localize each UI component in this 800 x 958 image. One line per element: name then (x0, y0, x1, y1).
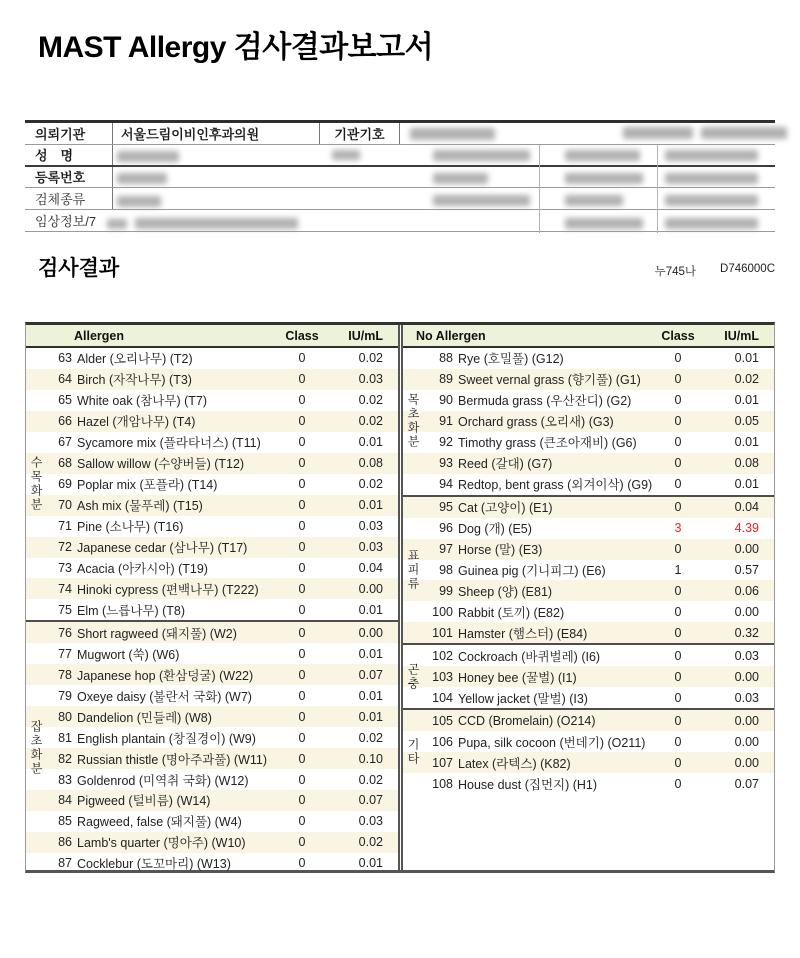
allergen-row (26, 537, 398, 558)
class-value: 0 (298, 751, 306, 766)
iu-value: 0.02 (358, 414, 383, 429)
allergen-row (403, 560, 774, 581)
redacted-text (701, 127, 787, 139)
iu-value: 0.07 (734, 776, 759, 791)
allergen-number: 83 (58, 772, 72, 787)
right-allergen-table (403, 325, 774, 870)
iu-value: 0.01 (734, 351, 759, 366)
class-column-header: Class (285, 328, 319, 343)
iu-column-header: IU/mL (348, 328, 383, 343)
allergen-number: 103 (432, 669, 453, 684)
allergen-row (26, 495, 398, 516)
redacted-text (332, 150, 360, 160)
allergen-row (403, 622, 774, 643)
allergen-name: Timothy grass (큰조아재비) (G6) (458, 436, 637, 451)
allergen-row (26, 474, 398, 495)
allergen-row (403, 411, 774, 432)
allergen-row (26, 578, 398, 599)
allergen-row (403, 390, 774, 411)
group-label: 표피류 (406, 549, 420, 591)
allergen-row (26, 643, 398, 664)
iu-value: 0.00 (734, 734, 759, 749)
allergen-row (26, 748, 398, 769)
iu-value: 0.07 (358, 667, 383, 682)
allergen-name: Birch (자작나무) (T3) (77, 373, 192, 388)
allergen-row (26, 727, 398, 748)
allergen-name: Short ragweed (돼지풀) (W2) (77, 626, 237, 641)
iu-value: 0.00 (734, 755, 759, 770)
iu-value: 0.00 (358, 625, 383, 640)
iu-value: 0.01 (734, 393, 759, 408)
redacted-text (117, 196, 161, 207)
class-value: 0 (298, 856, 306, 871)
class-value: 0 (298, 814, 306, 829)
iu-value: 0.32 (734, 625, 759, 640)
divider (657, 145, 658, 233)
iu-value: 0.04 (358, 561, 383, 575)
insurance-code: 누745나 (654, 266, 697, 278)
allergen-group (403, 348, 774, 495)
allergen-row (403, 369, 774, 390)
right-table-body (403, 348, 774, 870)
iu-value: 0.05 (734, 414, 759, 429)
class-value: 0 (298, 602, 306, 617)
allergen-number: 84 (58, 793, 72, 808)
iu-value: 0.01 (358, 856, 383, 871)
allergen-row (26, 769, 398, 790)
group-label: 기타 (406, 738, 420, 767)
allergen-name: Pigweed (털비름) (W14) (77, 794, 211, 809)
allergen-number: 78 (58, 667, 72, 682)
class-value: 0 (674, 414, 682, 429)
class-value: 0 (298, 372, 306, 387)
iu-value: 0.00 (734, 542, 759, 557)
allergen-number: 101 (432, 625, 453, 640)
allergen-name: Hamster (햄스터) (E84) (458, 626, 588, 641)
allergen-number: 105 (432, 713, 453, 728)
billing-codes (655, 263, 775, 282)
allergen-name: Honey bee (꿀벌) (I1) (458, 670, 577, 685)
class-value: 1 (674, 563, 682, 577)
iu-value: 0.01 (358, 498, 383, 513)
allergen-name: Mugwort (쑥) (W6) (77, 647, 180, 662)
iu-value: 0.02 (358, 730, 383, 745)
allergen-name: Acacia (아카시아) (T19) (77, 562, 208, 576)
allergen-number: 99 (439, 583, 453, 598)
allergen-number: 71 (58, 519, 72, 534)
allergen-row (403, 710, 774, 731)
section-title: 검사결과 (38, 257, 120, 280)
iu-value: 0.01 (734, 477, 759, 492)
class-value: 0 (674, 690, 682, 705)
redacted-text (117, 151, 179, 162)
allergen-name: Yellow jacket (말벌) (I3) (458, 691, 588, 706)
allergen-name: White oak (참나무) (T7) (77, 394, 207, 409)
allergen-row (403, 731, 774, 752)
test-code: D746000C (720, 263, 775, 275)
allergen-row (26, 685, 398, 706)
class-value: 0 (298, 561, 306, 575)
redacted-text (565, 173, 643, 184)
iu-value: 0.01 (734, 435, 759, 450)
clinical-label: 임상정보/7 (35, 214, 97, 230)
class-value: 0 (298, 519, 306, 534)
class-value: 0 (674, 542, 682, 557)
allergen-group (403, 643, 774, 708)
class-value: 0 (298, 625, 306, 640)
allergen-name: Guinea pig (기니피그) (E6) (458, 564, 606, 578)
allergen-name: English plantain (창질경이) (W9) (77, 731, 256, 746)
allergen-name: Oxeye daisy (불란서 국화) (W7) (77, 689, 252, 704)
institution-code-label: 기관기호 (320, 123, 400, 144)
allergen-number: 82 (58, 751, 72, 766)
allergen-number: 93 (439, 456, 453, 471)
allergen-number: 90 (439, 393, 453, 408)
iu-value: 0.00 (734, 669, 759, 684)
iu-value: 0.01 (358, 688, 383, 703)
allergen-name: Sweet vernal grass (향기풀) (G1) (458, 373, 641, 388)
iu-value: 0.02 (358, 351, 383, 366)
iu-value: 0.02 (734, 372, 759, 387)
allergen-row (26, 599, 398, 620)
allergen-name: Orchard grass (오리새) (G3) (458, 415, 614, 430)
iu-value: 0.03 (734, 648, 759, 663)
redacted-text (410, 128, 495, 140)
allergen-number: 85 (58, 814, 72, 829)
allergen-number: 96 (439, 521, 453, 536)
class-value: 0 (674, 755, 682, 770)
allergen-name: CCD (Bromelain) (O214) (458, 713, 596, 728)
allergen-number: 94 (439, 477, 453, 492)
iu-value: 0.02 (358, 772, 383, 787)
allergen-row (26, 369, 398, 390)
allergen-name: Dog (개) (E5) (458, 522, 532, 537)
allergen-name: Poplar mix (포플라) (T14) (77, 478, 218, 493)
allergen-number: 87 (58, 856, 72, 871)
allergen-name: Redtop, bent grass (외겨이삭) (G9) (458, 478, 653, 493)
group-label: 곤충 (406, 662, 420, 691)
class-value: 0 (298, 667, 306, 682)
allergen-row (26, 811, 398, 832)
redacted-text (135, 218, 298, 229)
allergen-row (403, 518, 774, 539)
allergen-number: 65 (58, 393, 72, 408)
patient-info-table (25, 120, 775, 232)
group-label: 수목화분 (29, 456, 43, 513)
class-value: 0 (298, 688, 306, 703)
class-value: 0 (298, 435, 306, 450)
allergen-row (26, 622, 398, 643)
allergen-number: 107 (432, 755, 453, 770)
name-label: 성 명 (25, 145, 113, 165)
iu-value: 0.03 (358, 814, 383, 829)
redacted-text (565, 195, 623, 206)
class-value: 3 (674, 521, 682, 536)
allergen-number: 91 (439, 414, 453, 429)
class-value: 0 (298, 730, 306, 745)
allergen-name: Ash mix (물푸레) (T15) (77, 499, 203, 514)
allergen-row (403, 497, 774, 518)
allergen-row (26, 432, 398, 453)
class-value: 0 (298, 709, 306, 724)
iu-value: 0.02 (358, 477, 383, 492)
redacted-text (433, 150, 530, 161)
allergen-row (26, 664, 398, 685)
class-value: 0 (674, 477, 682, 492)
allergen-name: Elm (느릅나무) (T8) (77, 603, 186, 618)
institution-label: 의뢰기관 (25, 123, 113, 144)
iu-value: 0.03 (734, 690, 759, 705)
iu-value: 0.01 (358, 602, 383, 617)
allergen-row (26, 411, 398, 432)
allergen-name: Sallow willow (수양버들) (T12) (77, 457, 245, 472)
allergen-row (403, 539, 774, 560)
class-value: 0 (674, 734, 682, 749)
allergen-number: 72 (58, 540, 72, 555)
allergen-row (403, 773, 774, 794)
allergen-row (403, 580, 774, 601)
class-value: 0 (298, 581, 306, 596)
allergen-name: Sheep (양) (E81) (458, 584, 553, 599)
redacted-text (107, 219, 127, 229)
allergen-name: Reed (갈대) (G7) (458, 457, 553, 472)
iu-value: 0.57 (734, 563, 759, 577)
class-value: 0 (298, 351, 306, 366)
iu-value: 0.07 (358, 793, 383, 808)
allergen-name: Japanese hop (환삼덩굴) (W22) (77, 668, 254, 683)
allergen-number: 106 (432, 734, 453, 749)
allergen-number: 77 (58, 646, 72, 661)
iu-value: 0.00 (734, 604, 759, 619)
allergen-row (26, 853, 398, 874)
allergen-name: Goldenrod (미역취 국화) (W12) (77, 773, 249, 788)
allergen-column-header: No Allergen (416, 328, 486, 343)
allergen-number: 69 (58, 477, 72, 492)
allergen-number: 98 (439, 563, 453, 577)
class-value: 0 (674, 625, 682, 640)
class-value: 0 (674, 583, 682, 598)
regno-label: 등록번호 (25, 167, 113, 188)
class-value: 0 (298, 540, 306, 555)
allergen-name: Cockroach (바퀴벌레) (I6) (458, 649, 601, 664)
redacted-text (665, 150, 758, 161)
class-value: 0 (674, 604, 682, 619)
results-section-head (38, 252, 775, 282)
iu-value: 0.02 (358, 393, 383, 408)
allergen-number: 89 (439, 372, 453, 387)
class-value: 0 (674, 648, 682, 663)
allergen-name: Hinoki cypress (편백나무) (T222) (77, 582, 259, 597)
allergen-name: Hazel (개암나무) (T4) (77, 415, 196, 430)
redacted-text (565, 218, 643, 229)
allergen-number: 81 (58, 730, 72, 745)
redacted-text (433, 173, 488, 184)
allergen-number: 75 (58, 602, 72, 617)
class-value: 0 (298, 498, 306, 513)
allergen-number: 97 (439, 542, 453, 557)
class-value: 0 (674, 456, 682, 471)
iu-value: 0.02 (358, 835, 383, 850)
allergen-name: Pine (소나무) (T16) (77, 520, 184, 535)
iu-value: 4.39 (734, 521, 759, 536)
class-value: 0 (674, 500, 682, 515)
allergen-name: Lamb's quarter (명아주) (W10) (77, 836, 246, 851)
iu-value: 0.08 (358, 456, 383, 471)
allergen-row (26, 832, 398, 853)
allergen-row (403, 752, 774, 773)
class-value: 0 (298, 393, 306, 408)
class-value: 0 (674, 372, 682, 387)
allergen-name: Horse (말) (E3) (458, 543, 543, 558)
allergen-number: 67 (58, 435, 72, 450)
allergen-name: House dust (집먼지) (H1) (458, 777, 598, 792)
class-value: 0 (298, 793, 306, 808)
allergen-name: Cat (고양이) (E1) (458, 501, 553, 516)
class-value: 0 (298, 835, 306, 850)
allergen-row (26, 348, 398, 369)
class-value: 0 (674, 435, 682, 450)
class-value: 0 (674, 351, 682, 366)
class-column-header: Class (661, 328, 695, 343)
allergen-name: Latex (라텍스) (K82) (458, 756, 571, 771)
allergen-group (26, 348, 398, 620)
allergen-name: Bermuda grass (우산잔디) (G2) (458, 394, 632, 409)
specimen-label: 검체종류 (25, 188, 113, 209)
allergen-row (26, 516, 398, 537)
page-title: MAST Allergy 검사결과보고서 (38, 31, 434, 64)
allergen-number: 108 (432, 776, 453, 791)
allergen-row (26, 558, 398, 579)
redacted-text (117, 173, 167, 184)
allergen-row (403, 453, 774, 474)
left-table-body (26, 348, 398, 874)
iu-value: 0.04 (734, 500, 759, 515)
redacted-text (665, 195, 758, 206)
redacted-text (665, 218, 758, 229)
iu-value: 0.03 (358, 540, 383, 555)
allergen-column-header: Allergen (74, 328, 125, 343)
iu-value: 0.01 (358, 709, 383, 724)
iu-value: 0.10 (358, 751, 383, 766)
class-value: 0 (298, 456, 306, 471)
allergen-row (403, 687, 774, 708)
allergen-number: 64 (58, 372, 72, 387)
allergen-name: Rabbit (토끼) (E82) (458, 605, 565, 620)
allergen-row (26, 453, 398, 474)
allergen-number: 63 (58, 351, 72, 366)
allergen-row (26, 706, 398, 727)
allergen-number: 74 (58, 581, 72, 596)
allergen-number: 70 (58, 498, 72, 513)
allergen-number: 95 (439, 500, 453, 515)
allergen-name: Rye (호밀풀) (G12) (458, 352, 564, 367)
allergen-number: 73 (58, 561, 72, 575)
allergen-group (26, 620, 398, 873)
allergen-row (26, 790, 398, 811)
allergen-name: Ragweed, false (돼지풀) (W4) (77, 815, 242, 830)
class-value: 0 (298, 646, 306, 661)
iu-value: 0.03 (358, 519, 383, 534)
allergen-name: Dandelion (민들레) (W8) (77, 710, 212, 725)
allergen-name: Pupa, silk cocoon (번데기) (O211) (458, 735, 646, 750)
allergen-number: 86 (58, 835, 72, 850)
allergen-name: Cocklebur (도꼬마리) (W13) (77, 857, 231, 872)
class-value: 0 (298, 414, 306, 429)
class-value: 0 (674, 393, 682, 408)
allergen-row (403, 645, 774, 666)
allergen-number: 104 (432, 690, 453, 705)
allergen-row (403, 348, 774, 369)
class-value: 0 (298, 772, 306, 787)
allergen-row (403, 432, 774, 453)
iu-value: 0.08 (734, 456, 759, 471)
iu-value: 0.01 (358, 435, 383, 450)
redacted-text (565, 150, 640, 161)
iu-value: 0.00 (734, 713, 759, 728)
allergen-group (403, 708, 774, 794)
divider (539, 145, 540, 233)
institution-value: 서울드림이비인후과의원 (113, 123, 320, 144)
allergen-number: 92 (439, 435, 453, 450)
group-label: 목초화분 (406, 393, 420, 450)
class-value: 0 (298, 477, 306, 492)
allergen-row (403, 666, 774, 687)
class-value: 0 (674, 713, 682, 728)
allergen-row (26, 390, 398, 411)
allergen-group (403, 495, 774, 644)
iu-value: 0.06 (734, 583, 759, 598)
allergen-number: 68 (58, 456, 72, 471)
allergen-results-table (25, 322, 775, 873)
left-table-header (26, 325, 398, 348)
allergen-number: 76 (58, 625, 72, 640)
allergen-number: 100 (432, 604, 453, 619)
redacted-text (665, 173, 758, 184)
iu-value: 0.00 (358, 581, 383, 596)
group-label: 잡초화분 (29, 720, 43, 777)
redacted-text (623, 127, 693, 139)
allergen-row (403, 474, 774, 495)
iu-value: 0.03 (358, 372, 383, 387)
iu-value: 0.01 (358, 646, 383, 661)
allergen-row (403, 601, 774, 622)
allergen-name: Russian thistle (명아주과풀) (W11) (77, 752, 268, 767)
iu-column-header: IU/mL (724, 328, 759, 343)
allergen-number: 102 (432, 648, 453, 663)
allergen-number: 88 (439, 351, 453, 366)
left-allergen-table (26, 325, 398, 870)
redacted-text (433, 195, 530, 206)
allergen-name: Sycamore mix (플라타너스) (T11) (77, 436, 261, 451)
right-table-header (403, 325, 774, 348)
allergen-number: 66 (58, 414, 72, 429)
class-value: 0 (674, 776, 682, 791)
allergen-name: Japanese cedar (삼나무) (T17) (77, 541, 248, 556)
allergen-number: 79 (58, 688, 72, 703)
allergen-number: 80 (58, 709, 72, 724)
class-value: 0 (674, 669, 682, 684)
allergen-name: Alder (오리나무) (T2) (77, 352, 193, 367)
